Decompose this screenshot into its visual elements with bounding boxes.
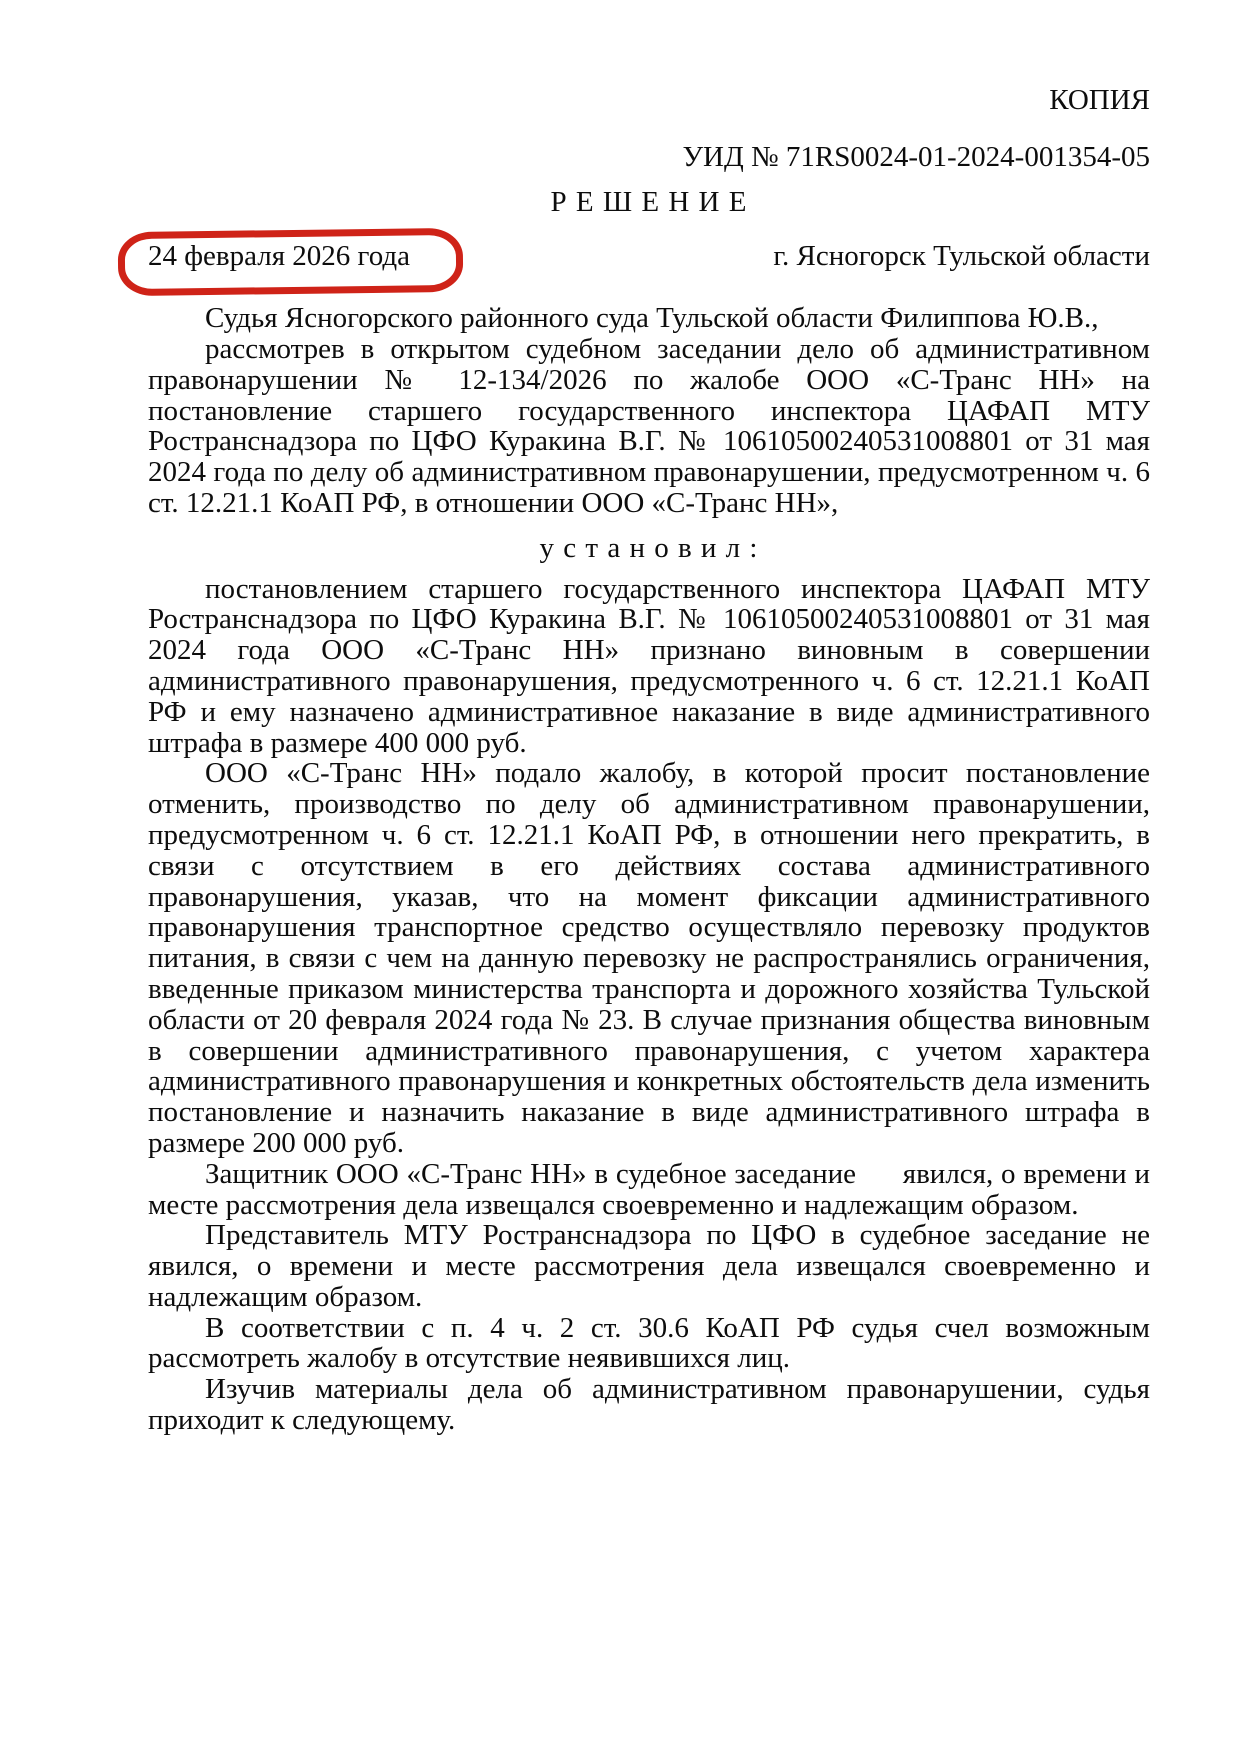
paragraph-conclusion: Изучив материалы дела об административном правонарушении, судья приходит к следующему. <box>148 1373 1150 1437</box>
paragraph-judge: Судья Ясногорского районного суда Тульской области Филиппова Ю.В., <box>205 302 1099 335</box>
paragraph-case-intro: рассмотрев в открытом судебном заседании дело об административном правонарушении № 12-134/2026 по жалобе ООО «С-Транс НН» на постановление старшего государственного инспектора ЦАФАП МТУ Ространснадзора по ЦФО Куракина В.Г. № 10610500240531008801 от 31 мая 2024 года по делу об административном правонарушении, предусмотренном ч. 6 ст. 12.21.1 КоАП РФ, в отношении ООО «С-Транс НН», <box>148 332 1150 519</box>
decision-date-wrap <box>148 241 410 272</box>
ustanovil-heading: у с т а н о в и л : <box>539 531 759 564</box>
paragraph-defender-appearance: Защитник ООО «С-Транс НН» в судебное заседание явился, о времени и месте рассмотрения дела извещался своевременно и надлежащим образом. <box>148 1157 1150 1221</box>
document-title: Р Е Ш Е Н И Е <box>550 185 748 218</box>
paragraph-koap-30-6: В соответствии с п. 4 ч. 2 ст. 30.6 КоАП РФ судья счел возможным рассмотреть жалобу в отсутствие неявившихся лиц. <box>148 1311 1150 1375</box>
paragraph-representative-absence: Представитель МТУ Ространснадзора по ЦФО в судебное заседание не явился, о времени и месте рассмотрения дела извещался своевременно и надлежащим образом. <box>148 1219 1150 1313</box>
decision-date: 24 февраля 2026 года <box>148 240 411 273</box>
copy-stamp: КОПИЯ <box>1049 84 1150 116</box>
decision-place: г. Ясногорск Тульской области <box>773 240 1150 273</box>
paragraph-resolution: постановлением старшего государственного инспектора ЦАФАП МТУ Ространснадзора по ЦФО Куракина В.Г. № 10610500240531008801 от 31 мая 2024 года ООО «С-Транс НН» признано виновным в совершении административного правонарушения, предусмотренного ч. 6 ст. 12.21.1 КоАП РФ и ему назначено административное наказание в виде административного штрафа в размере 400 000 руб. <box>148 572 1150 759</box>
uid-number: УИД № 71RS0024-01-2024-001354-05 <box>682 140 1150 173</box>
decision-body <box>148 303 1150 1436</box>
paragraph-complaint: ООО «С-Транс НН» подало жалобу, в которой просит постановление отменить, производство по делу об административном правонарушении, предусмотренном ч. 6 ст. 12.21.1 КоАП РФ, в отношении него прекратить, в связи с отсутствием в его действиях состава административного правонарушения, указав, что на момент фиксации административного правонарушения транспортное средство осуществляло перевозку продуктов питания, в связи с чем на данную перевозку не распространялись ограничения, введенные приказом министерства транспорта и дорожного хозяйства Тульской области от 20 февраля 2024 года № 23. В случае признания общества виновным в совершении административного правонарушения, с учетом характера административного правонарушения и конкретных обстоятельств дела изменить постановление и назначить наказание в виде административного штрафа в размере 200 000 руб. <box>148 757 1150 1159</box>
date-place-row <box>148 241 1150 272</box>
